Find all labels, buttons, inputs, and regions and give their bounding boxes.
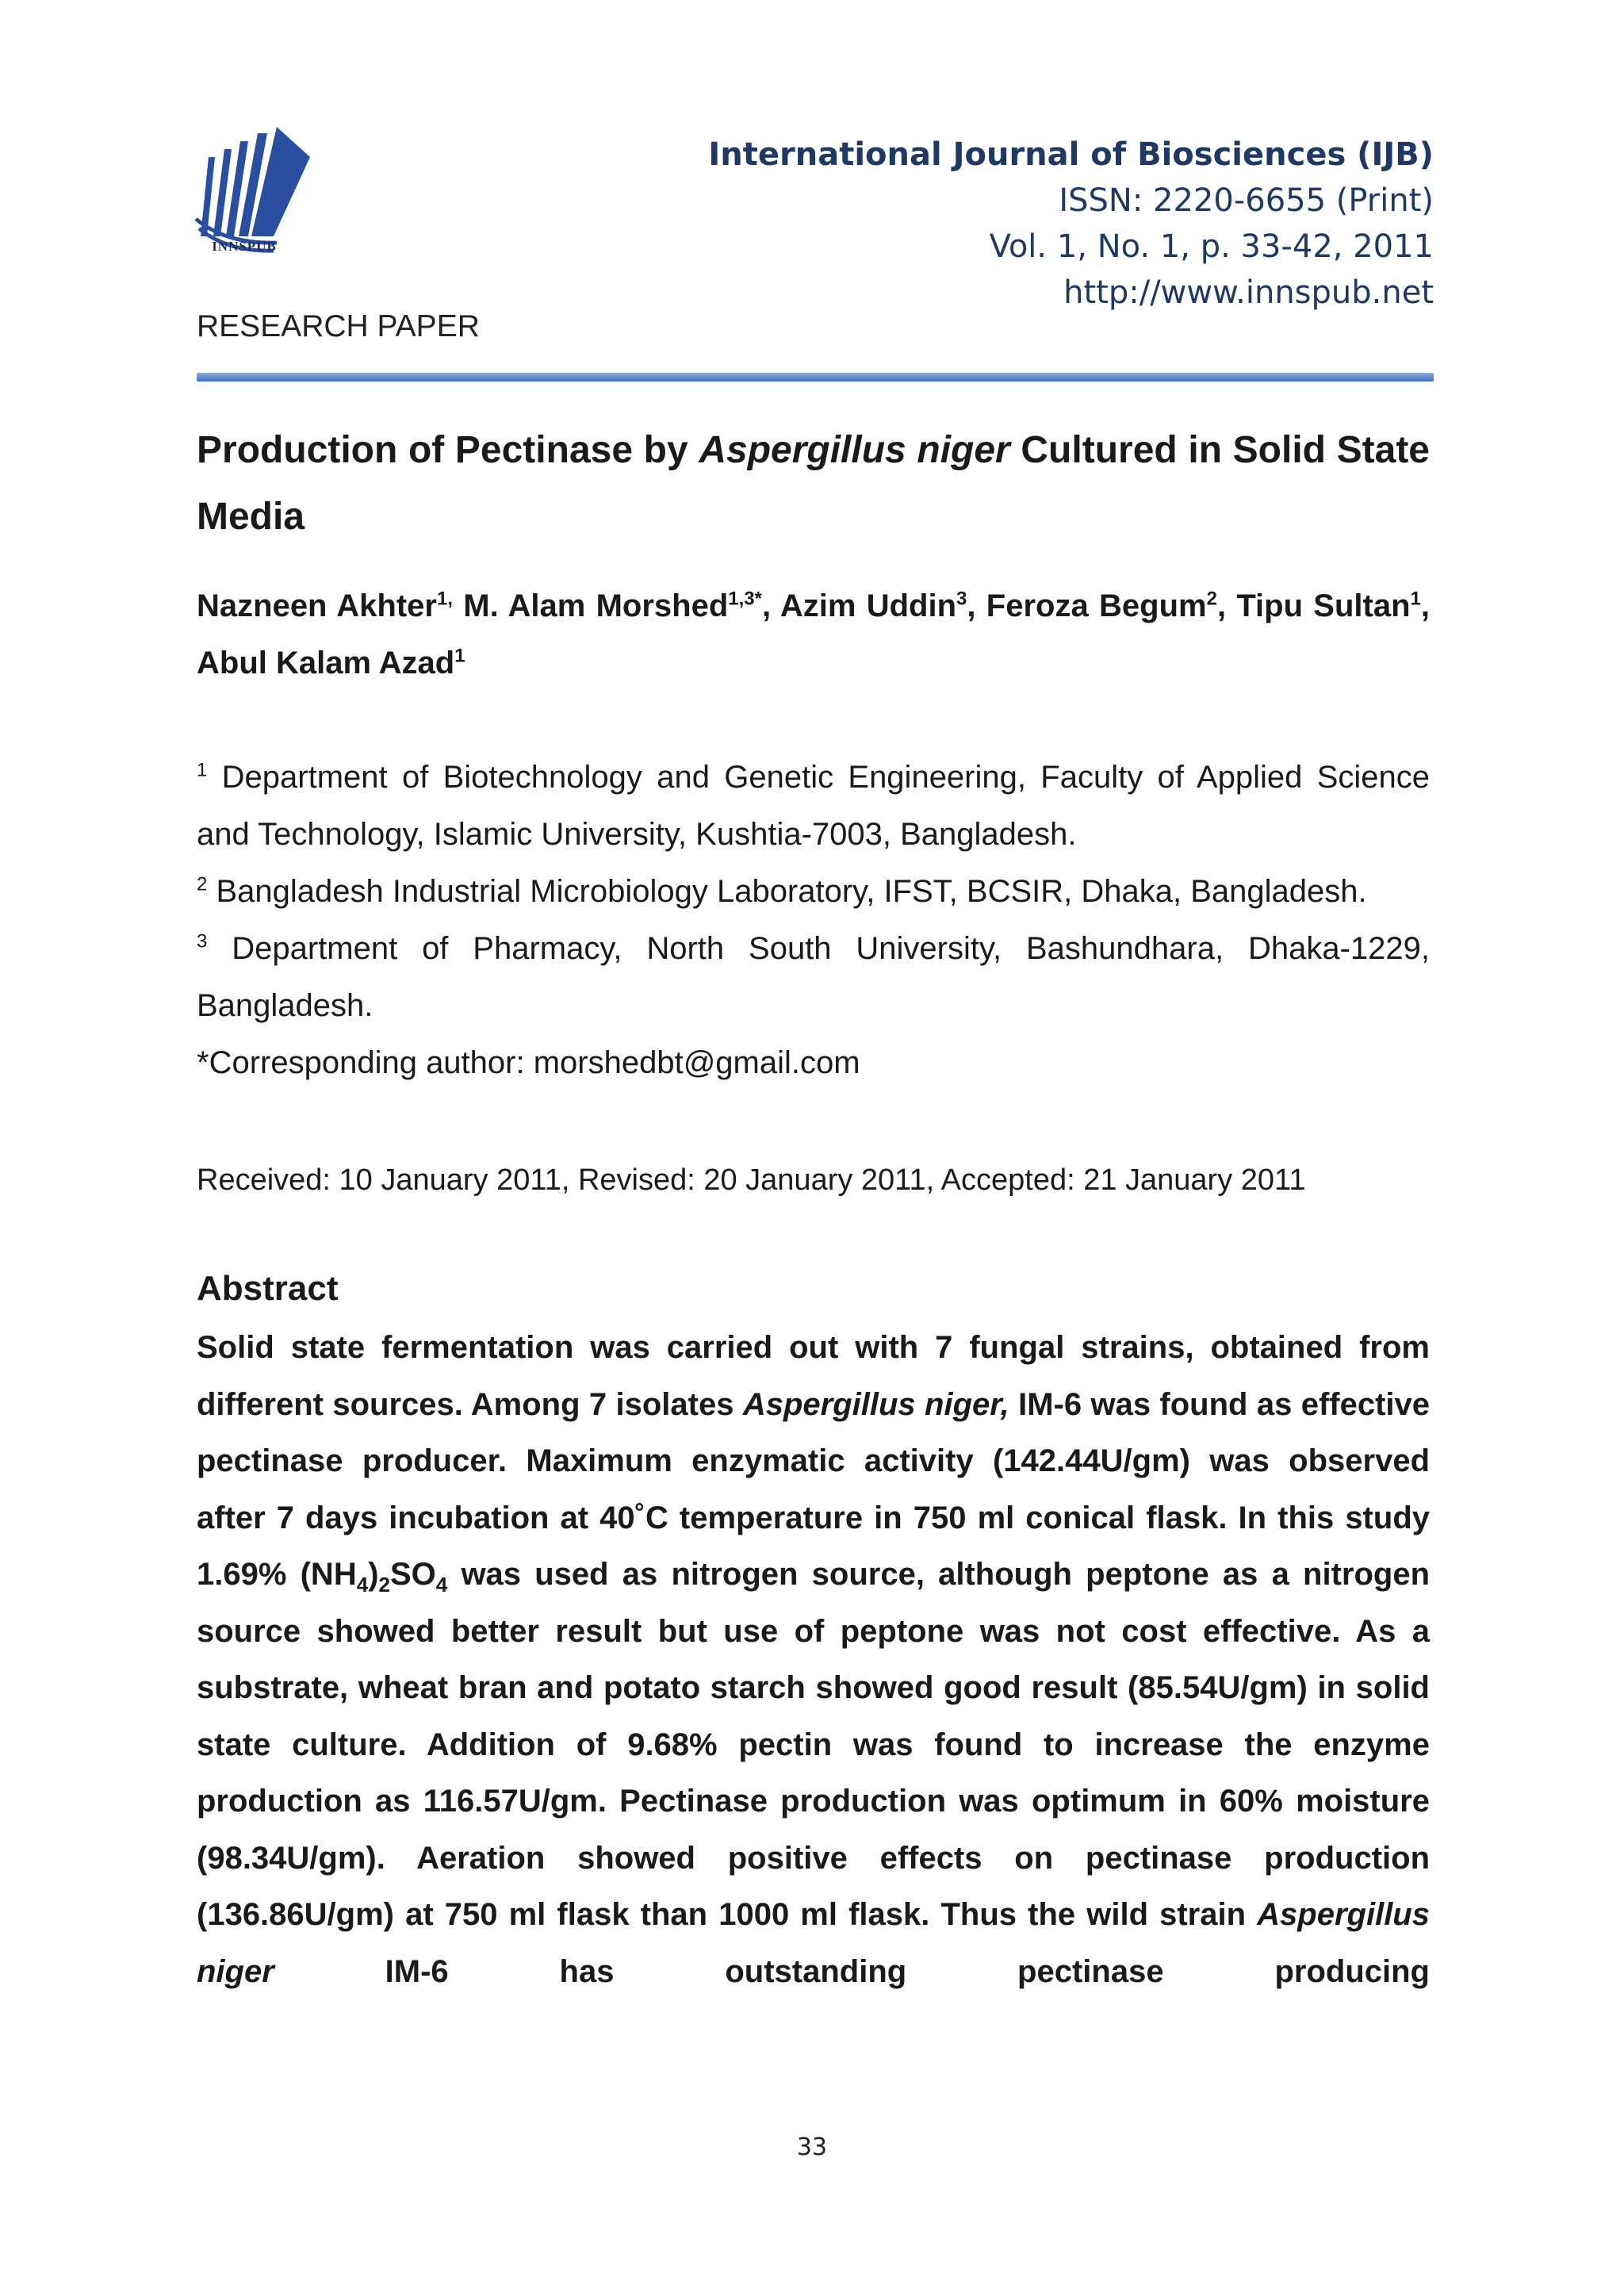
page-number: 33 <box>796 2133 828 2161</box>
affiliations <box>197 749 1430 1091</box>
title-species: Aspergillus niger <box>699 429 1010 471</box>
abstract-text: SO <box>389 1557 436 1592</box>
author-name: Tipu Sultan <box>1236 588 1411 623</box>
affiliation-text: Bangladesh Industrial Microbiology Laboratory, IFST, BCSIR, Dhaka, Bangladesh. <box>216 874 1367 909</box>
corresponding-label: *Corresponding author: <box>197 1045 534 1080</box>
journal-url[interactable]: http://www.innspub.net <box>1063 274 1434 311</box>
abstract-species: Aspergillus niger, <box>742 1386 1009 1422</box>
author-name: Nazneen Akhter <box>197 588 437 623</box>
paper-type-label: RESEARCH PAPER <box>197 309 480 343</box>
journal-info <box>708 132 1434 316</box>
abstract-body <box>197 1320 1430 2000</box>
author-name: M. Alam Morshed <box>463 588 729 623</box>
author-name: Azim Uddin <box>779 588 957 623</box>
affiliation-mark: 2 <box>197 873 208 895</box>
affiliation-text: Department of Pharmacy, North South University, Bashundhara, Dhaka-1229, Bangladesh. <box>197 931 1430 1023</box>
affiliation-item <box>197 863 1430 920</box>
journal-issn: ISSN: 2220-6655 (Print) <box>1059 182 1434 219</box>
abstract-text: was used as nitrogen source, although peptone as a nitrogen source showed better result but use of peptone was not cost effective. As a substrate, wheat bran and potato starch showed good result (85.54U/gm) in solid state culture. Addition of 9.68% pectin was found to increase the enzyme production as 116.57U/gm. Pectinase production was optimum in 60% moisture (98.34U/gm). Aeration showed positive effects on pectinase production (136.86U/gm) at 750 ml flask than 1000 ml flask. Thus the wild strain <box>197 1557 1431 1932</box>
abstract-text: IM-6 has outstanding pectinase producing <box>274 1953 1430 1989</box>
author-affil-mark: 1 <box>1410 588 1421 610</box>
affiliation-text: Department of Biotechnology and Genetic Engineering, Faculty of Applied Science and Technology, Islamic University, Kushtia-7003, Bangladesh. <box>197 760 1431 852</box>
affiliation-item <box>197 749 1430 863</box>
formula-subscript: 4 <box>435 1573 448 1596</box>
publication-dates: Received: 10 January 2011, Revised: 20 January 2011, Accepted: 21 January 2011 <box>197 1163 1306 1197</box>
logo-wordmark: INNSPUB <box>212 239 277 254</box>
title-part2: Cultured in Solid State Media <box>197 429 1431 538</box>
corresponding-email-link[interactable]: morshedbt@gmail.com <box>533 1045 860 1080</box>
journal-title: International Journal of Biosciences (IJB) <box>708 136 1434 173</box>
abstract-text: IM-6 was found as effective pectinase producer. Maximum enzymatic activity (142.44U/gm) was observed after 7 days incubation at 40˚C temperature in 750 ml conical flask. In this study 1.69% (NH <box>197 1386 1431 1592</box>
affiliation-mark: 1 <box>197 759 208 781</box>
author-affil-mark: 3 <box>956 588 967 610</box>
formula-subscript: 2 <box>378 1573 390 1596</box>
author-name: Feroza Begum <box>986 588 1207 623</box>
header-divider <box>197 373 1434 381</box>
abstract-species: Aspergillus niger <box>197 1897 1430 1989</box>
abstract-heading: Abstract <box>197 1269 339 1308</box>
formula-subscript: 4 <box>356 1573 369 1596</box>
affiliation-mark: 3 <box>197 930 208 953</box>
author-affil-mark: 2 <box>1206 588 1217 610</box>
journal-volume: Vol. 1, No. 1, p. 33-42, 2011 <box>989 228 1434 265</box>
title-part1: Production of Pectinase by <box>197 429 699 471</box>
author-affil-mark: 1,3* <box>728 588 762 610</box>
author-affil-mark: 1, <box>436 588 453 610</box>
abstract-text: Solid state fermentation was carried out with 7 fungal strains, obtained from different sources. Among 7 isolates <box>197 1330 1430 1422</box>
abstract-text: ) <box>368 1557 379 1592</box>
corresponding-author <box>197 1034 1430 1091</box>
affiliation-item <box>197 920 1430 1034</box>
author-name: Abul Kalam Azad <box>197 646 455 680</box>
paper-title <box>197 417 1430 550</box>
author-affil-mark: 1 <box>454 645 465 667</box>
author-list: Nazneen Akhter$^{1,}$ M. Alam Morshed$^{1,3*}$, Azim Uddin$^3$, Feroza Begum$^2$, Tipu Sultan$^1$, Abul Kalam Azad$^1$ <box>197 588 1431 680</box>
